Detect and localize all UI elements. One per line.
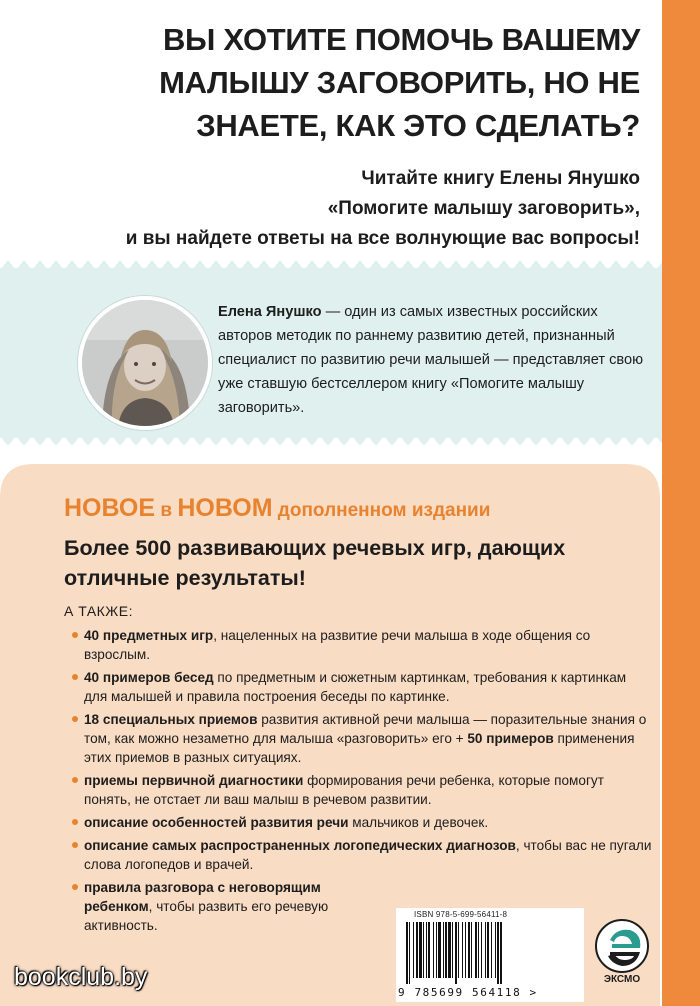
feature-text: , чтобы вас не пугали слова логопедов и врачей. <box>84 838 652 872</box>
barcode-bar <box>491 922 492 978</box>
headline: ВЫ ХОТИТЕ ПОМОЧЬ ВАШЕМУ МАЛЫШУ ЗАГОВОРИТЬ, НО НЕ ЗНАЕТЕ, КАК ЭТО СДЕЛАТЬ? <box>159 22 640 143</box>
barcode-bar <box>500 922 502 984</box>
barcode-bar <box>485 922 486 978</box>
author-name: Елена Янушко <box>218 304 322 320</box>
list-item <box>72 813 652 832</box>
list-item <box>72 836 652 874</box>
intro-line-2: «Помогите малышу заговорить», <box>327 198 640 219</box>
band-zigzag-bottom <box>0 436 662 448</box>
feature-text: формирования речи ребенка, которые помогут понять, не отстает ли ваш малыш в речевом развитии. <box>84 773 604 807</box>
barcode-bar <box>436 922 437 978</box>
barcode-bar <box>458 922 459 978</box>
new-edition-title <box>64 490 490 529</box>
intro-line-1: Читайте книгу Елены Янушко <box>361 168 640 189</box>
title-edition: дополненном издании <box>272 500 491 521</box>
intro-line-3: и вы найдете ответы на все волнующие вас вопросы! <box>125 228 640 249</box>
barcode-bar <box>406 922 408 984</box>
barcode-bar <box>495 922 496 978</box>
feature-text: , нацеленных на развитие речи малыша в ходе общения со взрослым. <box>84 628 591 662</box>
title-new: НОВОЕ <box>64 494 156 522</box>
title-in: в <box>155 500 178 521</box>
publisher-logo <box>592 918 652 998</box>
list-item <box>72 626 652 664</box>
intro-text <box>40 164 640 254</box>
barcode-bar <box>443 922 444 978</box>
barcode-bar <box>481 922 482 978</box>
barcode-bar <box>413 922 414 978</box>
publisher-name: ЭКСМО <box>603 974 641 985</box>
eksmo-logo-icon <box>592 918 652 974</box>
book-spine <box>662 0 700 1006</box>
feature-text: применения этих приемов в разных ситуациях. <box>84 731 635 765</box>
feature-bold: описание особенностей развития речи <box>84 815 349 830</box>
barcode-bar <box>455 922 457 984</box>
list-item <box>72 710 652 767</box>
games-headline: Более 500 развивающих речевых игр, дающих отличные результаты! <box>64 536 566 590</box>
list-item <box>72 771 652 809</box>
barcode-bar <box>423 922 424 978</box>
barcode-bar <box>419 922 422 978</box>
author-bio <box>218 300 648 420</box>
list-item <box>72 668 652 706</box>
feature-bold: 40 предметных игр <box>84 628 214 643</box>
feature-text: по предметным и сюжетным картинкам, требования к картинкам для малышей и правила построения беседы по картинке. <box>84 670 627 704</box>
barcode-bar <box>468 922 470 978</box>
barcode-bar <box>448 922 451 978</box>
feature-bold: 18 специальных приемов <box>84 712 258 727</box>
barcode-bar <box>426 922 427 978</box>
barcode-bar <box>478 922 479 978</box>
barcode-bar <box>416 922 418 978</box>
barcode-bar <box>462 922 463 978</box>
barcode-bar <box>428 922 430 978</box>
barcode-digits: 9 785699 564118 > <box>398 986 538 999</box>
barcode-bar <box>471 922 472 978</box>
barcode-bar <box>445 922 447 978</box>
barcode-bar <box>438 922 441 978</box>
feature-bold: 40 примеров бесед <box>84 670 214 685</box>
barcode-bar <box>475 922 477 978</box>
barcode-bar <box>465 922 466 978</box>
barcode-bar <box>487 922 489 978</box>
barcode-bar <box>433 922 434 978</box>
feature-text: развития активной речи малыша — поразительные знания о том, как можно незаметно для малыша «разговорить» его + <box>84 712 647 746</box>
feature-bold: приемы первичной диагностики <box>84 773 304 788</box>
feature-text: мальчиков и девочек. <box>348 815 489 830</box>
watermark: bookclub.by <box>14 963 148 991</box>
isbn-label: ISBN 978-5-699-56411-8 <box>414 910 508 919</box>
feature-bold: описание самых распространенных логопедических диагнозов <box>84 838 516 853</box>
feature-bold: правила разговора с неговорящим ребенком <box>84 880 321 914</box>
author-photo <box>78 296 212 430</box>
author-bio-text: — один из самых известных российских авторов методик по раннему развитию детей, признанный специалист по развитию речи малышей — представляет свою уже ставшую бестселлером книгу «Помогите малышу заговорить». <box>218 304 644 416</box>
barcode-bar <box>409 922 410 984</box>
feature-bold: 50 примеров <box>467 731 554 746</box>
barcode-bar <box>497 922 499 984</box>
also-label: А ТАКЖЕ: <box>64 603 133 619</box>
barcode-bars <box>402 922 578 984</box>
list-item <box>72 878 384 935</box>
features-list <box>72 626 652 939</box>
barcode-bar <box>452 922 453 978</box>
feature-text: , чтобы развить его речевую активность. <box>84 899 329 933</box>
title-newer: НОВОМ <box>177 494 273 522</box>
barcode <box>396 908 584 1002</box>
band-zigzag-top <box>0 258 662 270</box>
